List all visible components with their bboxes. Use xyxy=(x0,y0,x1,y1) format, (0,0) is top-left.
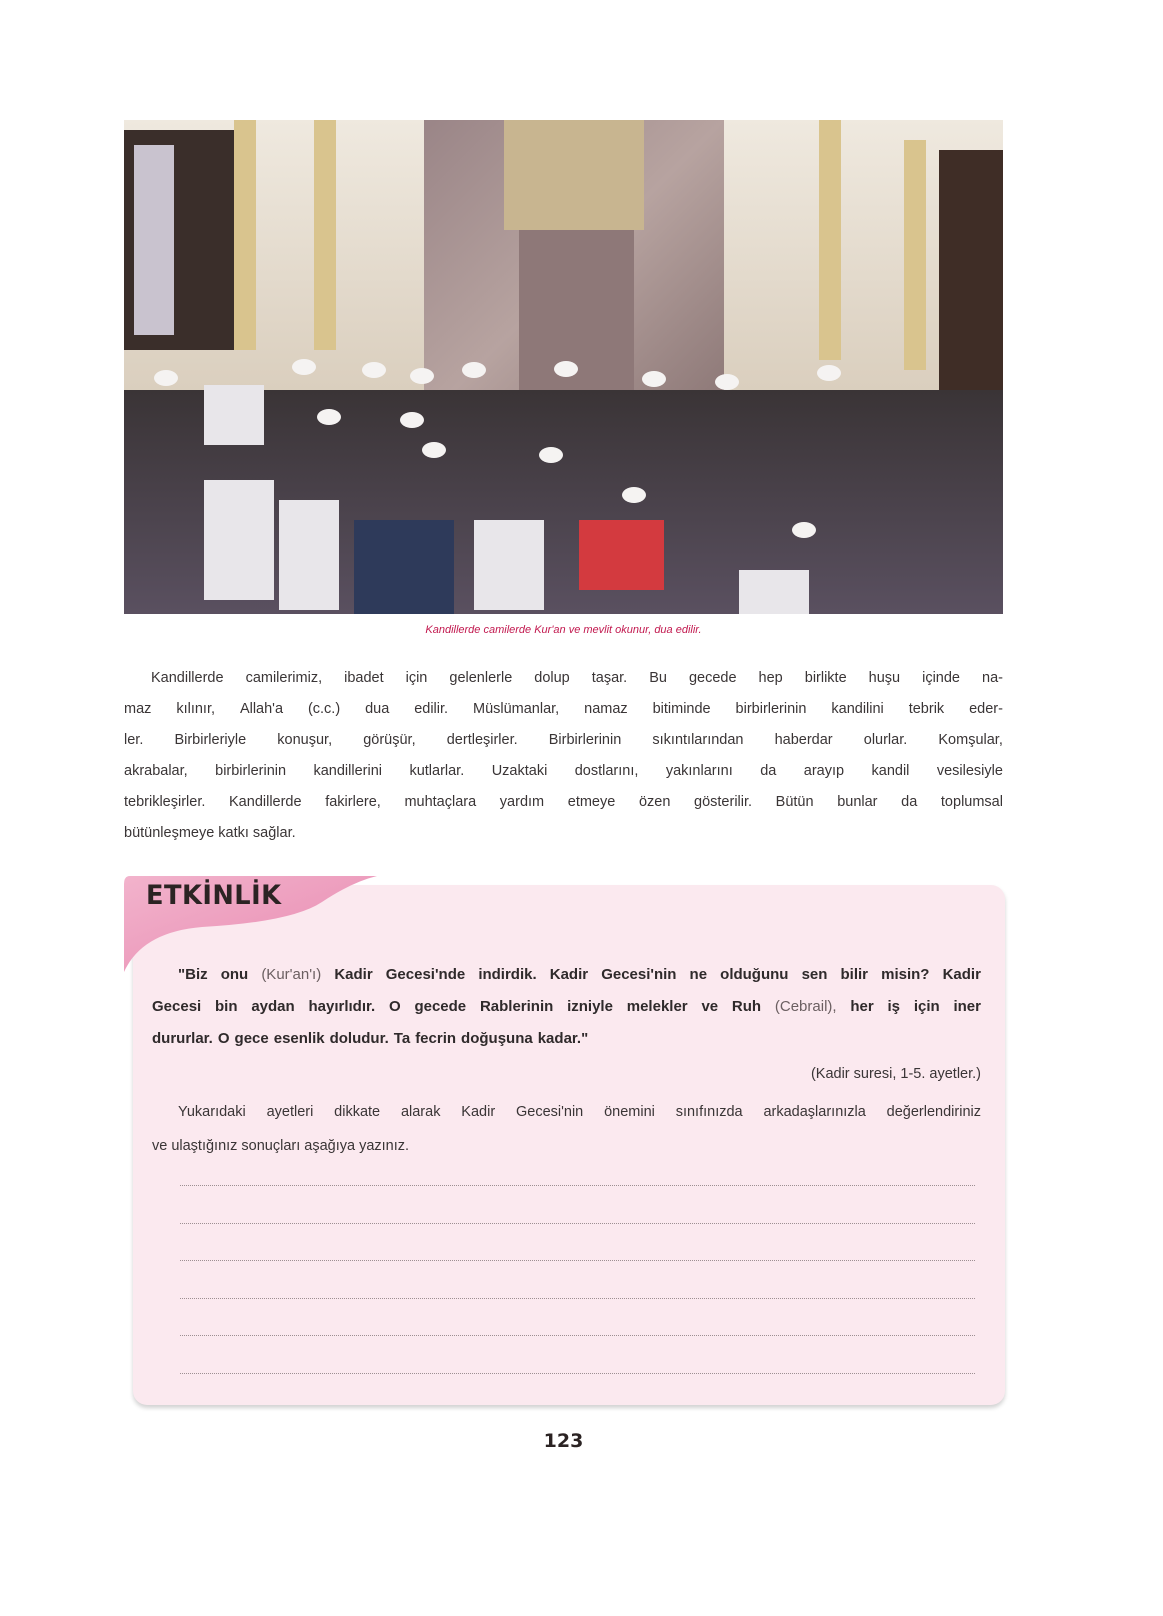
word: akrabalar, xyxy=(124,763,188,779)
word: dikkate xyxy=(334,1104,381,1120)
word: her xyxy=(850,998,874,1015)
paragraph-line xyxy=(124,728,1003,759)
instruction-line xyxy=(152,1134,981,1168)
word: kandillerini xyxy=(313,763,382,779)
word: Rablerinin xyxy=(479,998,554,1015)
word: Komşular, xyxy=(938,732,1003,748)
word: içinde xyxy=(922,670,960,686)
word: bilir xyxy=(840,966,869,983)
paragraph-line xyxy=(124,821,1003,852)
word: Kadir xyxy=(334,966,373,983)
word: onu xyxy=(220,966,249,983)
word: (c.c.) xyxy=(307,701,341,717)
word: kutlarlar. xyxy=(409,763,465,779)
word: namaz xyxy=(584,701,628,717)
word: etmeye xyxy=(567,794,616,810)
word: gelenlerle xyxy=(449,670,513,686)
word: dururlar. xyxy=(152,1030,213,1047)
word: iş xyxy=(887,998,901,1015)
word: Gecesi'nin xyxy=(516,1104,584,1120)
word: "Biz xyxy=(178,966,208,983)
paragraph-line xyxy=(124,759,1003,790)
word: fecrin xyxy=(415,1030,457,1047)
word: katkı xyxy=(218,825,249,841)
word: fakirlere, xyxy=(325,794,381,810)
word: Ruh xyxy=(731,998,762,1015)
word: arayıp xyxy=(803,763,845,779)
word: Yukarıdaki xyxy=(178,1104,246,1120)
word: eder- xyxy=(969,701,1003,717)
word: Birbirlerinin xyxy=(548,732,622,748)
word: önemini xyxy=(604,1104,655,1120)
verse-quote xyxy=(152,963,981,1059)
word: muhtaçlara xyxy=(404,794,477,810)
word: olduğunu xyxy=(720,966,789,983)
word: maz xyxy=(124,701,152,717)
word: birbirlerinin xyxy=(735,701,807,717)
photo-caption: Kandillerde camilerde Kur'an ve mevlit okunur, dua edilir. xyxy=(425,624,702,636)
word: Kadir xyxy=(549,966,589,983)
word: kandilini xyxy=(831,701,884,717)
word: Bu xyxy=(649,670,667,686)
word: huşu xyxy=(868,670,901,686)
word: birbirlerinin xyxy=(215,763,287,779)
quote-line xyxy=(152,963,981,995)
quote-line xyxy=(152,1027,981,1059)
word: yardım xyxy=(499,794,545,810)
page-number: 123 xyxy=(543,1430,584,1452)
word: Uzaktaki xyxy=(491,763,548,779)
word: sen xyxy=(801,966,828,983)
word: dua xyxy=(365,701,390,717)
word: toplumsal xyxy=(940,794,1003,810)
word: özen xyxy=(638,794,671,810)
word: misin? xyxy=(881,966,930,983)
word: dertleşirler. xyxy=(446,732,518,748)
word: için xyxy=(913,998,940,1015)
answer-line[interactable] xyxy=(180,1260,975,1261)
word: Gecesi'nde xyxy=(385,966,466,983)
word: ve xyxy=(152,1138,168,1154)
body-paragraph xyxy=(124,666,1003,852)
word: ulaştığınız xyxy=(171,1138,238,1154)
word: aşağıya xyxy=(304,1138,356,1154)
word: tebrik xyxy=(908,701,945,717)
word: dostlarını, xyxy=(574,763,639,779)
word: için xyxy=(405,670,428,686)
word: yazınız. xyxy=(359,1138,410,1154)
word: doğuşuna xyxy=(461,1030,533,1047)
word: taşar. xyxy=(591,670,628,686)
word: bin xyxy=(215,998,238,1015)
word: ibadet xyxy=(344,670,384,686)
word: O xyxy=(388,998,401,1015)
word: yakınlarını xyxy=(665,763,733,779)
quote-parenthetical: (Cebrail), xyxy=(774,998,837,1015)
word: kadar." xyxy=(537,1030,589,1047)
word: bunlar xyxy=(837,794,878,810)
word: dolup xyxy=(534,670,570,686)
word: gece xyxy=(234,1030,269,1047)
word: Ta xyxy=(393,1030,411,1047)
word: ve xyxy=(701,998,719,1015)
word: camilerimiz, xyxy=(245,670,323,686)
word: hayırlıdır. xyxy=(308,998,376,1015)
word: birlikte xyxy=(804,670,847,686)
paragraph-line xyxy=(124,666,1003,697)
quote-line xyxy=(152,995,981,1027)
word: bütünleşmeye xyxy=(124,825,215,841)
word: sınıfınızda xyxy=(675,1104,743,1120)
word: konuşur, xyxy=(277,732,333,748)
word: Allah'a xyxy=(239,701,284,717)
paragraph-line xyxy=(124,790,1003,821)
word: melekler xyxy=(626,998,688,1015)
activity-instruction xyxy=(152,1100,981,1168)
word: Gecesi xyxy=(152,998,202,1015)
word: ayetleri xyxy=(266,1104,314,1120)
quote-parenthetical: (Kur'an'ı) xyxy=(261,966,322,983)
word: kandil xyxy=(871,763,910,779)
word: Bütün xyxy=(775,794,814,810)
word: gecede xyxy=(414,998,467,1015)
word: vesilesiyle xyxy=(936,763,1003,779)
word: Kadir xyxy=(461,1104,496,1120)
answer-line[interactable] xyxy=(180,1185,975,1186)
word: ler. xyxy=(124,732,144,748)
word: hep xyxy=(758,670,783,686)
word: iner xyxy=(953,998,981,1015)
word: Kandillerde xyxy=(151,670,224,686)
word: gösterilir. xyxy=(694,794,753,810)
word: esenlik xyxy=(273,1030,325,1047)
word: edilir. xyxy=(414,701,449,717)
word: da xyxy=(901,794,918,810)
verse-citation: (Kadir suresi, 1-5. ayetler.) xyxy=(810,1066,981,1082)
word: izniyle xyxy=(567,998,613,1015)
word: tebrikleşirler. xyxy=(124,794,206,810)
activity-title: ETKİNLİK xyxy=(146,880,282,911)
word: Kandillerde xyxy=(229,794,302,810)
word: sıkıntılarından xyxy=(652,732,744,748)
mosque-gathering-photo xyxy=(124,120,1003,614)
word: na- xyxy=(982,670,1003,686)
word: gecede xyxy=(688,670,737,686)
word: alarak xyxy=(400,1104,441,1120)
word: aydan xyxy=(251,998,295,1015)
word: Kadir xyxy=(942,966,981,983)
word: Birbirleriyle xyxy=(174,732,247,748)
answer-line[interactable] xyxy=(180,1223,975,1224)
word: sonuçları xyxy=(241,1138,301,1154)
instruction-line xyxy=(152,1100,981,1134)
word: bitiminde xyxy=(652,701,711,717)
word: haberdar xyxy=(774,732,833,748)
answer-line[interactable] xyxy=(180,1298,975,1299)
word: görüşür, xyxy=(363,732,416,748)
word: kılınır, xyxy=(176,701,216,717)
paragraph-line xyxy=(124,697,1003,728)
word: da xyxy=(760,763,777,779)
word: Müslümanlar, xyxy=(472,701,560,717)
word: değerlendiriniz xyxy=(886,1104,981,1120)
word: doludur. xyxy=(329,1030,389,1047)
word: O xyxy=(217,1030,230,1047)
answer-line[interactable] xyxy=(180,1335,975,1336)
word: sağlar. xyxy=(252,825,296,841)
word: arkadaşlarınızla xyxy=(763,1104,866,1120)
word: olurlar. xyxy=(863,732,908,748)
answer-line[interactable] xyxy=(180,1373,975,1374)
word: indirdik. xyxy=(478,966,537,983)
word: Gecesi'nin xyxy=(601,966,677,983)
word: ne xyxy=(689,966,708,983)
